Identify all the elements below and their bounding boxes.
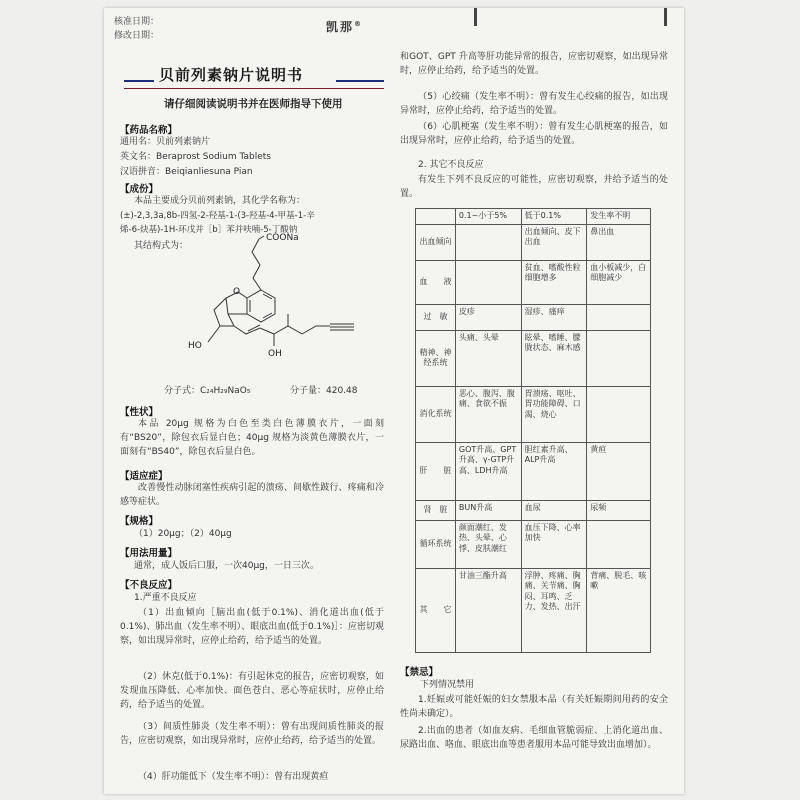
english-name: 英文名：Beraprost Sodium Tablets <box>120 152 271 162</box>
composition-heading: 【成份】 <box>120 184 159 195</box>
contraindication-1: 1.妊娠或可能妊娠的妇女禁服本品（有关妊娠期间用药的安全性尚未确定）。 <box>400 695 668 720</box>
table-cell: 黄疸 <box>587 442 651 500</box>
ho-label: HO <box>188 341 202 351</box>
table-row <box>416 330 651 386</box>
table-cell: 皮疹 <box>455 304 521 330</box>
table-cell: BUN升高 <box>455 500 521 520</box>
pinyin-name: 汉语拼音：Beiqianliesuna Pian <box>120 167 253 177</box>
table-cell: 恶心、腹泻、腹痛、食欲不振 <box>455 386 521 442</box>
contraindication-2: 2.出血的患者（如血友病、毛细血管脆弱症、上消化道出血、尿路出血、咯血、眼底出血等患者服用本品可能导致出血增加）。 <box>400 726 668 751</box>
table-header: 0.1~小于5% <box>455 209 521 225</box>
adverse-item-3: （3）间质性肺炎（发生率不明）：曾有出现间质性肺炎的报告，应密切观察，如出现异常时，应停止给药，给予适当的处置。 <box>120 722 384 747</box>
adverse-item-4: （4）肝功能低下（发生率不明）：曾有出现黄疸 <box>138 772 329 782</box>
table-cell <box>587 304 651 330</box>
chemical-structure <box>164 230 374 380</box>
table-header <box>416 209 456 225</box>
table-cell: 鼻出血 <box>587 224 651 260</box>
table-cell: 循环系统 <box>416 520 456 568</box>
dosage-text: 通常，成人饭后口服，一次40μg，一日三次。 <box>134 561 319 571</box>
table-header: 发生率不明 <box>587 209 651 225</box>
table-cell: 消化系统 <box>416 386 456 442</box>
table-cell: 颜面潮红、发热、头晕、心悸、皮肤潮红 <box>455 520 521 568</box>
table-cell <box>587 330 651 386</box>
composition-line-3: 烯-6-炔基)-1H-环戊并［b］苯并呋喃-5-丁酸钠 <box>120 225 298 235</box>
dosage-heading: 【用法用量】 <box>120 548 178 559</box>
table-cell: 胃溃疡、呕吐、胃功能障碍、口渴、烧心 <box>521 386 587 442</box>
page-title: 贝前列素钠片说明书 <box>159 66 304 84</box>
table-cell <box>587 386 651 442</box>
composition-line-2: (±)-2,3,3a,8b-四氢-2-羟基-1-(3-羟基-4-甲基-1-辛 <box>120 211 315 221</box>
table-cell: 血压下降、心率加快 <box>521 520 587 568</box>
approval-date-label: 核准日期： <box>114 17 160 27</box>
table-cell: 精神、神经系统 <box>416 330 456 386</box>
table-cell: 其 它 <box>416 568 456 652</box>
table-cell: 胆红素升高、ALP升高 <box>521 442 587 500</box>
molecular-weight: 分子量：420.48 <box>290 386 358 396</box>
table-cell: 血尿 <box>521 500 587 520</box>
structure-label: 其结构式为： <box>134 241 189 251</box>
contraindications-intro: 下列情况禁用 <box>420 680 475 690</box>
adverse-item-2: （2）休克(低于0.1%)：有引起休克的报告，应密切观察，如发现血压降低、心率加快、面色苍白、恶心等症状时，应停止给药，给予适当的处置。 <box>120 672 384 711</box>
table-cell: GOT升高、GPT升高、γ-GTP升高、LDH升高 <box>455 442 521 500</box>
coona-label: COONa <box>266 233 299 243</box>
table-header: 低于0.1% <box>521 209 587 225</box>
table-cell: 湿疹、瘙痒 <box>521 304 587 330</box>
title-rule-right <box>336 80 384 82</box>
other-adverse-text: 有发生下列不良反应的可能性，应密切观察，并给予适当的处置。 <box>400 175 668 200</box>
properties-text: 本品 20μg 规格为白色至类白色薄膜衣片，一面刻有“BS20”，除包衣后显白色；40μg 规格为淡黄色薄膜衣片，一面刻有“BS40”，除包衣后显白色。 <box>120 419 384 458</box>
page-subtitle: 请仔细阅读说明书并在医师指导下使用 <box>164 98 343 110</box>
table-row <box>416 500 651 520</box>
table-cell: 甘油三酯升高 <box>455 568 521 652</box>
table-header-row <box>416 209 651 225</box>
adverse-item-1: （1）出血倾向［脑出血(低于0.1%)、消化道出血(低于0.1%)、肺出血（发生率不明）、眼底出血(低于0.1%)］：应密切观察，如出现异常时，应停止给药，给予适当的处置。 <box>120 608 384 647</box>
adverse-item-6: （6）心肌梗塞（发生率不明）：曾有发生心肌梗塞的报告，如出现异常时，应停止给药，给予适当的处置。 <box>400 122 668 147</box>
adverse-reaction-table <box>415 208 651 653</box>
table-cell: 贫血、嗜酸性粒细胞增多 <box>521 260 587 304</box>
contraindications-heading: 【禁忌】 <box>400 667 439 678</box>
table-cell: 浮肿、疼痛、胸痛、关节痛、胸闷、耳鸣、乏力、发热、出汗 <box>521 568 587 652</box>
insert-sheet <box>104 8 684 794</box>
indications-text: 改善慢性动脉闭塞性疾病引起的溃疡、间歇性跛行、疼痛和冷感等症状。 <box>120 483 384 508</box>
table-row <box>416 442 651 500</box>
composition-line-1: 本品主要成分贝前列素钠，其化学名称为： <box>134 196 306 206</box>
table-cell <box>455 224 521 260</box>
table-cell: 血 液 <box>416 260 456 304</box>
furan-oxygen-label: O <box>233 287 241 297</box>
specification-text: （1）20μg；（2）40μg <box>134 529 232 539</box>
table-row <box>416 386 651 442</box>
properties-heading: 【性状】 <box>120 407 159 418</box>
table-cell: 肾 脏 <box>416 500 456 520</box>
table-cell: 血小板减少，白细胞减少 <box>587 260 651 304</box>
table-cell <box>455 260 521 304</box>
title-rule-left <box>124 80 154 82</box>
title-rule-under <box>124 88 384 89</box>
table-row <box>416 224 651 260</box>
table-cell: 出血倾向、皮下出血 <box>521 224 587 260</box>
table-cell: 背痛、脱毛、咳嗽 <box>587 568 651 652</box>
table-cell <box>587 520 651 568</box>
table-row <box>416 520 651 568</box>
table-row <box>416 260 651 304</box>
adverse-item-4-continued: 和GOT、GPT 升高等肝功能异常的报告，应密切观察，如出现异常时，应停止给药，给予适当的处置。 <box>400 52 668 77</box>
brand-name: 凯那® <box>326 20 364 34</box>
crop-mark <box>664 8 667 26</box>
oh-label: OH <box>268 349 282 359</box>
serious-adverse-title: 1.严重不良反应 <box>134 593 197 603</box>
crop-mark <box>474 8 477 26</box>
drug-name-heading: 【药品名称】 <box>120 125 178 136</box>
table-cell: 尿频 <box>587 500 651 520</box>
revision-date-label: 修改日期： <box>114 31 160 41</box>
indications-heading: 【适应症】 <box>120 471 168 482</box>
other-adverse-title: 2. 其它不良反应 <box>418 160 484 170</box>
table-cell: 眩晕、嗜睡、朦胧状态、麻木感 <box>521 330 587 386</box>
adverse-heading: 【不良反应】 <box>120 580 178 591</box>
adverse-item-5: （5）心绞痛（发生率不明）：曾有发生心绞痛的报告，如出现异常时，应停止给药，给予适当的处置。 <box>400 92 668 117</box>
specification-heading: 【规格】 <box>120 516 159 527</box>
molecular-formula: 分子式：C₂₄H₂₉NaO₅ <box>164 386 251 396</box>
table-row <box>416 304 651 330</box>
table-cell: 头痛、头晕 <box>455 330 521 386</box>
generic-name: 通用名：贝前列素钠片 <box>120 137 211 147</box>
table-cell: 过 敏 <box>416 304 456 330</box>
table-cell: 出血倾向 <box>416 224 456 260</box>
table-cell: 肝 脏 <box>416 442 456 500</box>
table-row <box>416 568 651 652</box>
